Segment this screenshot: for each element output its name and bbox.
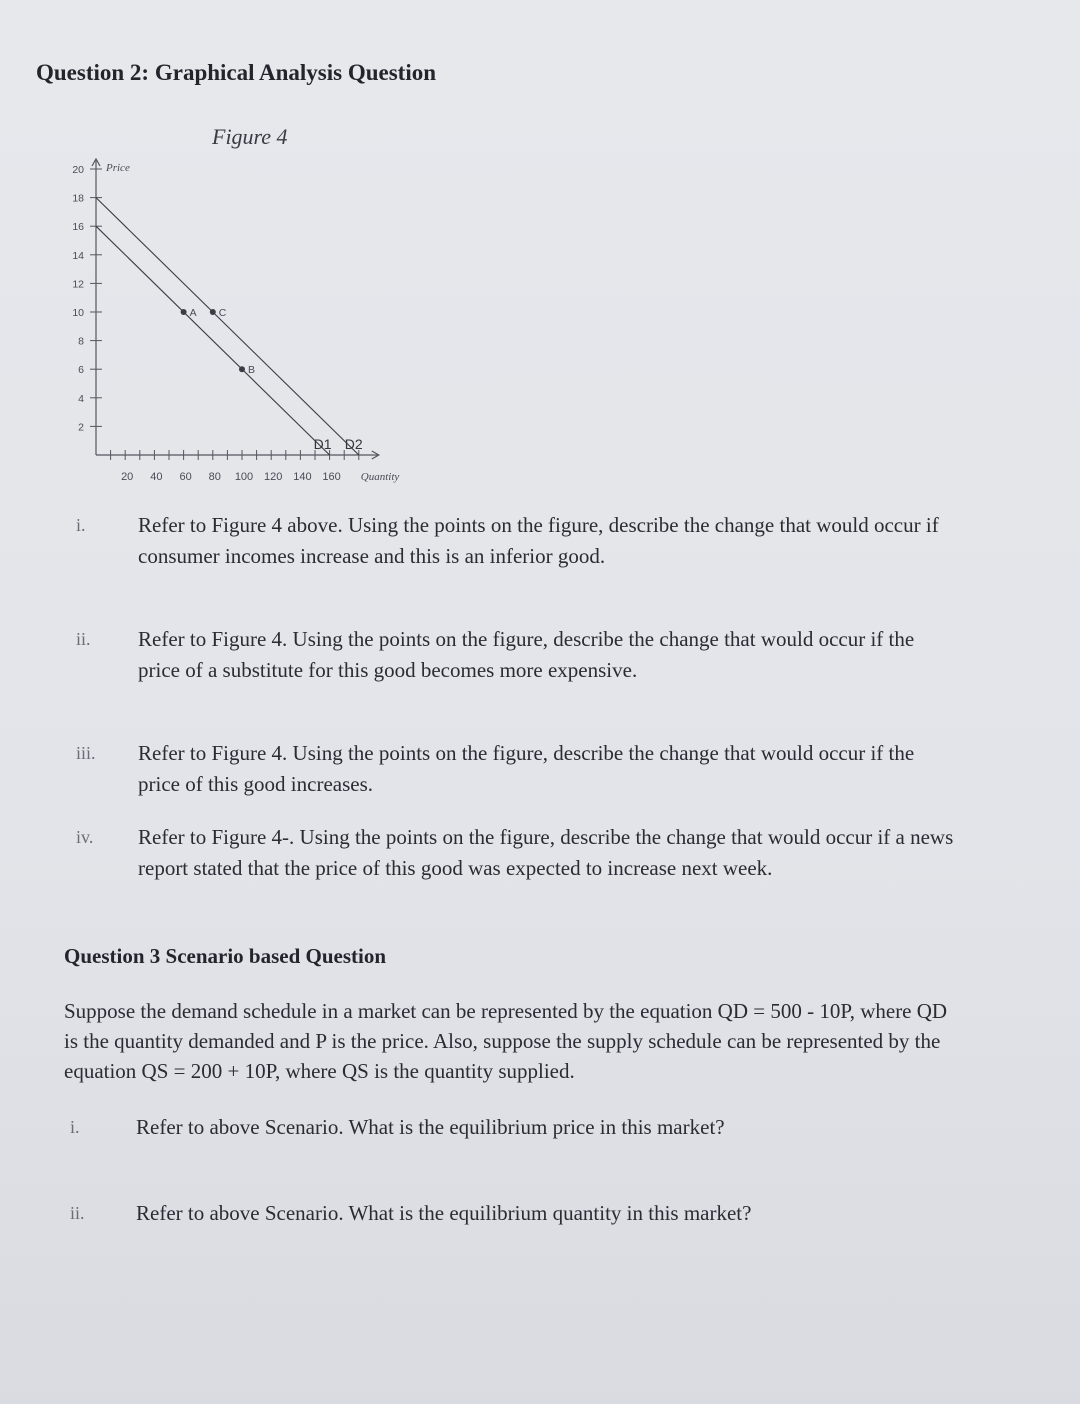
- x-tick-label: 40: [150, 471, 163, 483]
- demand-line-d2: [96, 198, 359, 455]
- y-tick-label: 20: [72, 164, 84, 176]
- y-tick-label: 18: [72, 192, 84, 205]
- scenario-paragraph: Suppose the demand schedule in a market can be represented by the equation QD = 500 - 10P, where QD is the quantity demanded and P is the price. Also, suppose the supply schedule can be represented by the equation QS = 200 + 10P, where QS is the quantity supplied.: [64, 999, 948, 1083]
- x-axis-label: Quantity: [360, 471, 400, 483]
- item-number: i.: [70, 1117, 80, 1137]
- item-text: Refer to above Scenario. What is the equilibrium price in this market?: [136, 1115, 725, 1139]
- item-text: Refer to Figure 4-. Using the points on the figure, describe the change that would occur if a news report stated that the price of this good was expected to increase next week.: [138, 825, 954, 880]
- q2-item-iii: [76, 738, 956, 800]
- y-axis-label: Price: [106, 162, 130, 174]
- point-c: [210, 309, 216, 315]
- item-text: Refer to Figure 4. Using the points on the figure, describe the change that would occur if the price of this good increases.: [138, 741, 915, 796]
- point-label-c: C: [218, 307, 227, 319]
- series-label-d1: D1: [313, 436, 332, 452]
- y-tick-label: 16: [72, 221, 84, 234]
- series-label-d2: D2: [344, 436, 363, 452]
- item-number: iv.: [76, 827, 94, 847]
- q2-item-iv: [76, 822, 966, 884]
- y-tick-label: 12: [72, 278, 84, 291]
- item-number: i.: [76, 515, 86, 535]
- demand-chart: [0, 0, 1080, 500]
- x-tick-label: 160: [322, 471, 341, 483]
- point-label-a: A: [189, 307, 197, 319]
- x-tick-label: 120: [264, 471, 283, 483]
- y-tick-label: 10: [72, 307, 84, 319]
- q3-item-ii: [70, 1198, 930, 1229]
- point-label-b: B: [248, 364, 256, 377]
- x-tick-label: 140: [293, 471, 312, 483]
- q2-item-ii: [76, 624, 956, 686]
- q2-item-i: [76, 510, 956, 572]
- x-tick-label: 80: [208, 471, 221, 483]
- y-tick-label: 2: [78, 421, 84, 434]
- demand-line-d1: [96, 226, 330, 455]
- item-text: Refer to Figure 4 above. Using the points on the figure, describe the change that would occur if consumer incomes increase and this is an inferior good.: [138, 513, 939, 568]
- item-number: ii.: [70, 1203, 85, 1223]
- point-a: [181, 309, 187, 315]
- y-tick-label: 4: [78, 392, 84, 405]
- question-3-heading: Question 3 Scenario based Question: [64, 944, 387, 968]
- x-tick-label: 60: [179, 471, 192, 483]
- x-tick-label: 100: [234, 471, 254, 483]
- figure-caption: Figure 4: [212, 124, 288, 149]
- item-number: ii.: [76, 629, 91, 649]
- y-tick-label: 8: [78, 335, 84, 348]
- x-tick-label: 20: [121, 471, 134, 483]
- item-text: Refer to above Scenario. What is the equilibrium quantity in this market?: [136, 1201, 752, 1225]
- item-number: iii.: [76, 743, 96, 763]
- q3-item-i: [70, 1112, 930, 1143]
- item-text: Refer to Figure 4. Using the points on the figure, describe the change that would occur if the price of a substitute for this good becomes more expensive.: [138, 627, 915, 682]
- y-tick-label: 6: [78, 364, 84, 377]
- question-2-heading: Question 2: Graphical Analysis Question: [36, 60, 437, 85]
- y-tick-label: 14: [72, 249, 84, 262]
- point-b: [239, 366, 245, 372]
